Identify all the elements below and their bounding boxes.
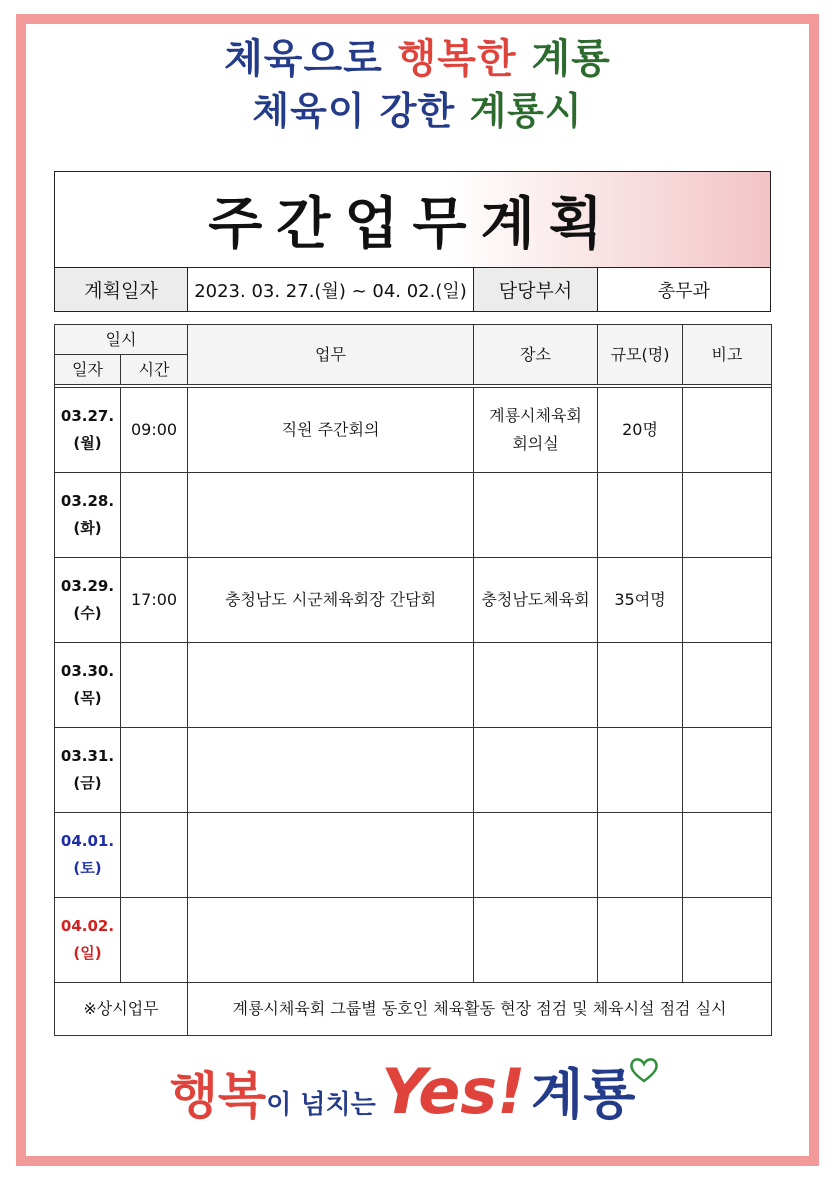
row-time xyxy=(121,898,188,983)
row-place: 충청남도체육회 xyxy=(474,558,598,643)
footer-value: 계룡시체육회 그룹별 동호인 체육활동 현장 점검 및 체육시설 점검 실시 xyxy=(188,983,772,1036)
table-row xyxy=(55,728,772,813)
footer-row xyxy=(55,983,772,1036)
row-note xyxy=(683,643,772,728)
row-task: 충청남도 시군체육회장 간담회 xyxy=(188,558,474,643)
table-row xyxy=(55,643,772,728)
row-note xyxy=(683,813,772,898)
row-time: 17:00 xyxy=(121,558,188,643)
header-time: 시간 xyxy=(121,355,188,385)
plan-date-value: 2023. 03. 27.(월) ~ 04. 02.(일) xyxy=(188,268,474,311)
header-task: 업무 xyxy=(188,325,474,385)
slogan-word: 강한 xyxy=(379,89,456,133)
header-place: 장소 xyxy=(474,325,598,385)
dept-label: 담당부서 xyxy=(474,268,598,311)
schedule-table xyxy=(54,324,772,1036)
row-task xyxy=(188,813,474,898)
header-date: 일자 xyxy=(55,355,121,385)
row-time xyxy=(121,643,188,728)
slogan-word: 계룡시 xyxy=(469,89,583,133)
row-date: 03.29. (수) xyxy=(55,558,121,643)
bottom-slogan xyxy=(0,1052,835,1129)
row-note xyxy=(683,898,772,983)
row-place: 계룡시체육회 회의실 xyxy=(474,388,598,473)
slogan-line-2 xyxy=(0,88,835,134)
row-date: 03.27. (월) xyxy=(55,388,121,473)
row-place xyxy=(474,728,598,813)
row-task xyxy=(188,473,474,558)
table-row xyxy=(55,898,772,983)
row-scale xyxy=(598,728,683,813)
row-scale xyxy=(598,898,683,983)
row-scale xyxy=(598,643,683,728)
dept-value: 총무과 xyxy=(657,280,711,302)
slogan-word: 체육으로 xyxy=(224,36,383,82)
row-date-sunday: 04.02. (일) xyxy=(55,898,121,983)
table-row xyxy=(55,473,772,558)
header-note: 비고 xyxy=(683,325,772,385)
slogan-word: 행복한 xyxy=(397,36,517,82)
table-row xyxy=(55,813,772,898)
row-task xyxy=(188,643,474,728)
bottom-slogan-word: 행복 xyxy=(169,1067,267,1125)
row-task: 직원 주간회의 xyxy=(188,388,474,473)
page-title: 주간업무계획 xyxy=(208,191,617,257)
row-time xyxy=(121,813,188,898)
row-task xyxy=(188,898,474,983)
row-scale: 35여명 xyxy=(598,558,683,643)
plan-header xyxy=(54,171,771,312)
header-scale: 규모(명) xyxy=(598,325,683,385)
table-row xyxy=(55,558,772,643)
header-datetime: 일시 xyxy=(55,325,188,355)
row-note xyxy=(683,558,772,643)
row-task xyxy=(188,728,474,813)
row-note xyxy=(683,388,772,473)
row-time: 09:00 xyxy=(121,388,188,473)
slogan-line-1 xyxy=(0,36,835,82)
bottom-slogan-word: 계룡 xyxy=(531,1063,636,1126)
slogan-word: 계룡 xyxy=(531,36,611,82)
row-time xyxy=(121,728,188,813)
row-note xyxy=(683,728,772,813)
bottom-slogan-word: Yes! xyxy=(381,1055,526,1128)
row-place xyxy=(474,473,598,558)
table-row xyxy=(55,388,772,473)
meta-row xyxy=(55,268,770,311)
row-date-saturday: 04.01. (토) xyxy=(55,813,121,898)
bottom-slogan-word: 이 넘치는 xyxy=(266,1090,376,1120)
row-date: 03.31. (금) xyxy=(55,728,121,813)
row-date: 03.28. (화) xyxy=(55,473,121,558)
footer-label: ※상시업무 xyxy=(55,983,188,1036)
row-scale xyxy=(598,473,683,558)
plan-date-label: 계획일자 xyxy=(55,268,188,311)
row-note xyxy=(683,473,772,558)
row-place xyxy=(474,898,598,983)
row-place xyxy=(474,643,598,728)
row-date: 03.30. (목) xyxy=(55,643,121,728)
heart-icon xyxy=(629,1057,659,1083)
row-scale: 20명 xyxy=(598,388,683,473)
row-place xyxy=(474,813,598,898)
row-time xyxy=(121,473,188,558)
title-cell xyxy=(55,172,770,268)
slogan-word: 체육이 xyxy=(252,89,366,133)
row-scale xyxy=(598,813,683,898)
